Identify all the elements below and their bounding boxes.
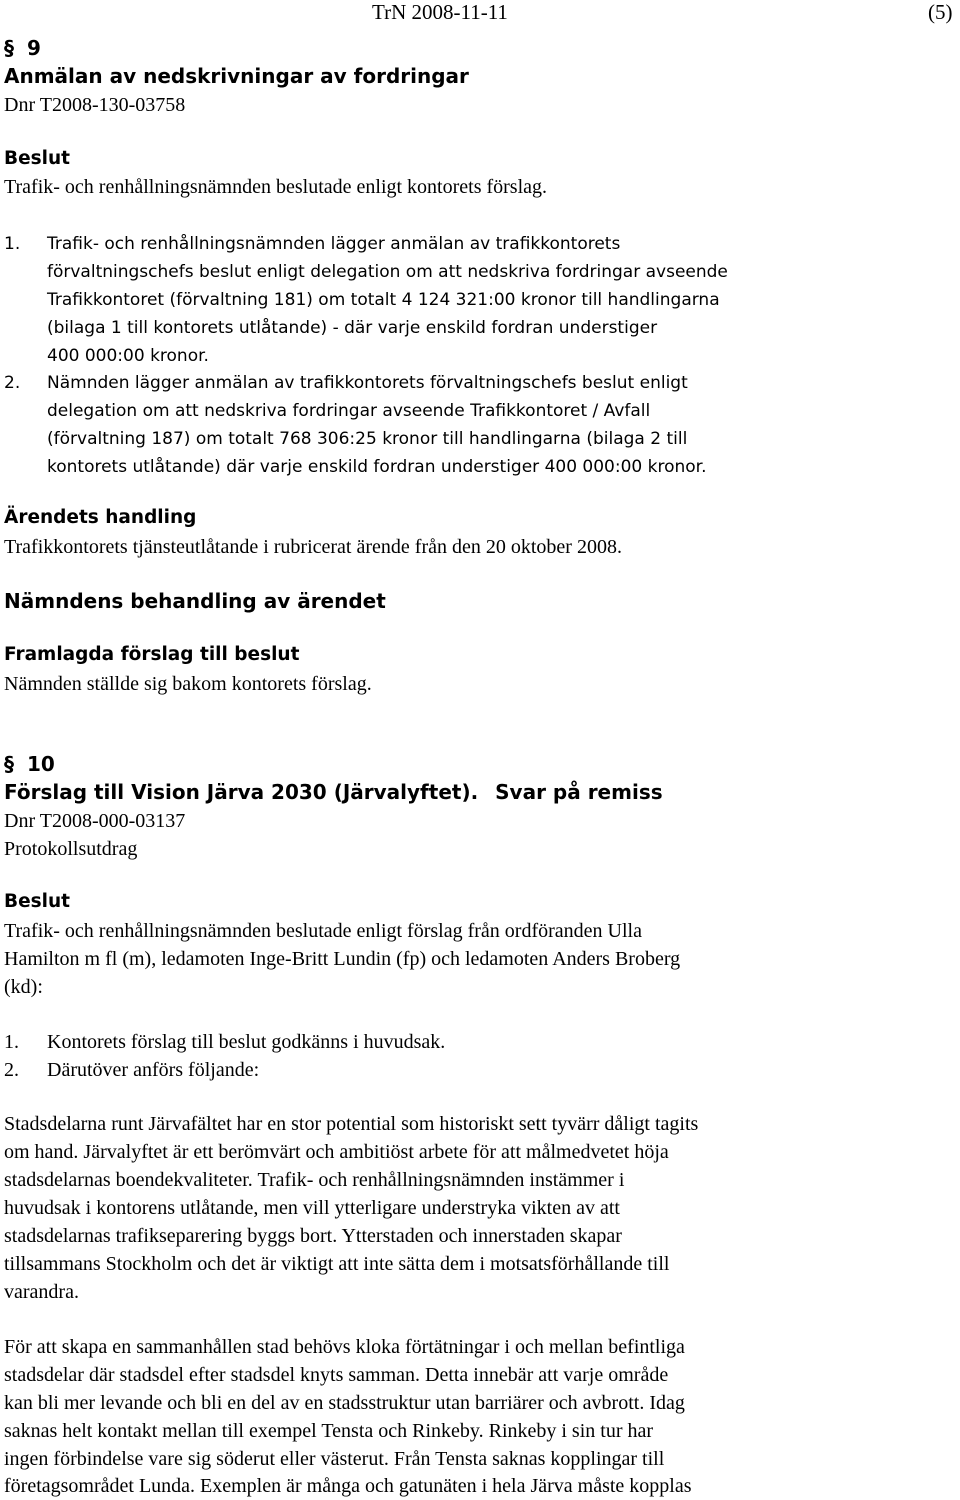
paragraph-line: saknas helt kontakt mellan till exempel Tensta och Rinkeby. Rinkeby i sin tur har [4,1420,654,1442]
beslut-line: Trafik- och renhållningsnämnden beslutade enligt förslag från ordföranden Ulla [4,920,642,942]
list-item-number: 2. [4,373,21,393]
list-item-number: 1. [4,234,21,254]
beslut-text: Trafik- och renhållningsnämnden beslutade enligt kontorets förslag. [4,176,548,198]
behandling-heading: Nämndens behandling av ärendet [4,589,386,613]
page-number: (5) [928,0,953,24]
section-title [4,778,663,806]
list-item-text: Därutöver anförs följande: [47,1059,260,1081]
section-title: Anmälan av nedskrivningar av fordringar [4,64,469,88]
paragraph-line: ingen förbindelse vare sig söderut eller västerut. Från Tensta saknas kopplingar till [4,1448,665,1470]
paragraph-line: För att skapa en sammanhållen stad behövs kloka förtätningar i och mellan befintliga [4,1336,685,1358]
section-heading-9 [4,34,41,62]
list-item-line: 400 000:00 kronor. [47,346,209,366]
list-item-line: (bilaga 1 till kontorets utlåtande) - där varje enskild fordran understiger [47,318,658,338]
list-item-line: delegation om att nedskriva fordringar avseende Trafikkontoret / Avfall [47,401,651,421]
section-title-suffix: Svar på remiss [495,780,663,804]
framlagda-text: Nämnden ställde sig bakom kontorets förslag. [4,673,372,695]
section-number: 10 [26,752,55,776]
dnr: Dnr T2008-130-03758 [4,94,186,116]
paragraph-line: varandra. [4,1281,79,1303]
list-item-number: 2. [4,1059,19,1081]
paragraph-line: huvudsak i kontorens utlåtande, men vill ytterligare understryka vikten av att [4,1197,620,1219]
framlagda-heading: Framlagda förslag till beslut [4,644,300,665]
list-item-line: förvaltningschefs beslut enligt delegation om att nedskriva fordringar avseende [47,262,728,282]
paragraph-line: stadsdelar där stadsdel efter stadsdel knyts samman. Detta innebär att varje område [4,1364,669,1386]
paragraph-mark: § [4,36,14,60]
paragraph-line: kan bli mer levande och bli en del av en stadsstruktur utan barriärer och avbrott. Idag [4,1392,685,1414]
section-title-main: Förslag till Vision Järva 2030 (Järvalyftet). [4,780,479,804]
protokollsutdrag: Protokollsutdrag [4,838,138,860]
arendets-handling-text: Trafikkontorets tjänsteutlåtande i rubricerat ärende från den 20 oktober 2008. [4,536,622,558]
paragraph-line: företagsområdet Lunda. Exemplen är många och gatunäten i hela Järva måste kopplas [4,1475,692,1497]
list-item-line: Trafikkontoret (förvaltning 181) om totalt 4 124 321:00 kronor till handlingarna [47,290,720,310]
beslut-line: Hamilton m fl (m), ledamoten Inge-Britt Lundin (fp) och ledamoten Anders Broberg [4,948,681,970]
list-item-number: 1. [4,1031,19,1053]
paragraph-line: om hand. Järvalyftet är ett berömvärt och ambitiöst arbete för att målmedvetet höja [4,1141,669,1163]
dnr: Dnr T2008-000-03137 [4,810,186,832]
paragraph-mark: § [4,752,14,776]
header-date: TrN 2008-11-11 [372,0,508,24]
section-heading-10 [4,750,55,778]
paragraph-line: tillsammans Stockholm och det är viktigt att inte sätta dem i motsatsförhållande till [4,1253,670,1275]
beslut-line: (kd): [4,976,43,998]
list-item-line: Trafik- och renhållningsnämnden lägger anmälan av trafikkontorets [47,234,621,254]
list-item-line: kontorets utlåtande) där varje enskild fordran understiger 400 000:00 kronor. [47,457,707,477]
paragraph-line: Stadsdelarna runt Järvafältet har en stor potential som historiskt sett tyvärr dåligt tagits [4,1113,699,1135]
beslut-heading: Beslut [4,891,71,912]
arendets-handling-heading: Ärendets handling [4,507,197,528]
list-item-line: Nämnden lägger anmälan av trafikkontorets förvaltningschefs beslut enligt [47,373,688,393]
beslut-heading: Beslut [4,148,71,169]
section-number: 9 [26,36,41,60]
paragraph-line: stadsdelarnas boendekvaliteter. Trafik- och renhållningsnämnden instämmer i [4,1169,625,1191]
list-item-line: (förvaltning 187) om totalt 768 306:25 kronor till handlingarna (bilaga 2 till [47,429,688,449]
paragraph-line: stadsdelarnas trafikseparering byggs bort. Ytterstaden och innerstaden skapar [4,1225,622,1247]
list-item-text: Kontorets förslag till beslut godkänns i huvudsak. [47,1031,446,1053]
